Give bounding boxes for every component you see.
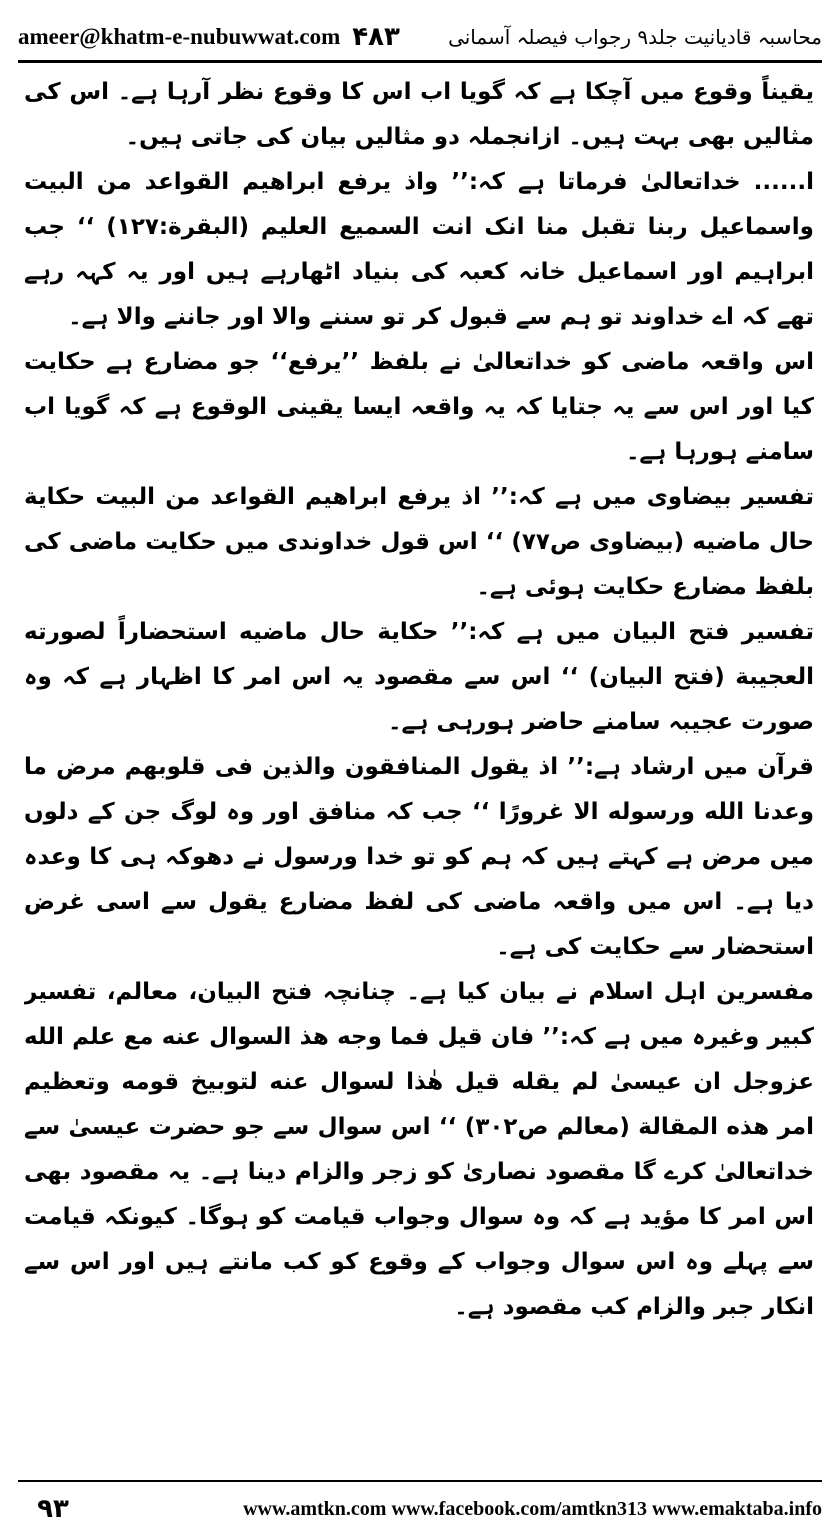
footer-page-number: ۹۳: [37, 1494, 69, 1524]
page-header: [18, 14, 822, 60]
paragraph: قرآن میں ارشاد ہے:’’ اذ یقول المنافقون والذین فی قلوبهم مرض ما وعدنا الله ورسوله الا غرورًا ‘‘ جب کہ منافق اور وہ لوگ جن کے دلوں میں مرض ہے کہتے ہیں کہ ہم کو تو خدا ورسول نے دھوکہ ہی کا وعدہ دیا ہے۔ اس میں واقعہ ماضی کی لفظ مضارع یقول سے اسی غرض استحضار سے حکایت کی ہے۔: [24, 754, 814, 960]
header-page-number: ۴۸۳: [352, 22, 400, 52]
paragraph: تفسیر فتح البیان میں ہے کہ:’’ حکایة حال ماضیه استحضاراً لصورته العجیبة (فتح البیان) ‘‘ اس سے مقصود یہ اس امر کا اظہار ہے کہ وہ صورت عجیبہ سامنے حاضر ہورہی ہے۔: [24, 619, 814, 735]
page-body: [24, 70, 814, 1455]
footer-divider: [18, 1480, 822, 1482]
header-left: [18, 22, 400, 52]
footer-links: www.amtkn.com www.facebook.com/amtkn313 www.emaktaba.info: [243, 1497, 822, 1520]
paragraph: اس واقعہ ماضی کو خداتعالیٰ نے بلفظ ’’یرفع‘‘ جو مضارع ہے حکایت کیا اور اس سے یہ جتایا کہ یہ واقعہ ایسا یقینی الوقوع ہے کہ گویا اب سامنے ہورہا ہے۔: [24, 349, 814, 465]
paragraph: ا...... خداتعالیٰ فرماتا ہے کہ:’’ واذ یرفع ابراھیم القواعد من البیت واسماعیل ربنا تقبل منا انک انت السمیع العلیم (البقرة:۱۲۷) ‘‘ جب ابراہیم اور اسماعیل خانہ کعبہ کی بنیاد اٹھارہے ہیں اور یہ کہہ رہے تھے کہ اے خداوند تو ہم سے قبول کر تو سننے والا اور جاننے والا ہے۔: [24, 169, 814, 330]
paragraph: یقیناً وقوع میں آچکا ہے کہ گویا اب اس کا وقوع نظر آرہا ہے۔ اس کی مثالیں بھی بہت ہیں۔ ازانجملہ دو مثالیں بیان کی جاتی ہیں۔: [24, 79, 814, 150]
header-divider: [18, 60, 822, 63]
paragraph: تفسیر بیضاوی میں ہے کہ:’’ اذ یرفع ابراھیم القواعد من البیت حکایة حال ماضیه (بیضاوی ص۷۷) ‘‘ اس قول خداوندی میں حکایت ماضی کی بلفظ مضارع حکایت ہوئی ہے۔: [24, 484, 814, 600]
page-footer: [18, 1486, 822, 1532]
header-email: ameer@khatm-e-nubuwwat.com: [18, 24, 341, 49]
paragraph: مفسرین اہل اسلام نے بیان کیا ہے۔ چنانچہ فتح البیان، معالم، تفسیر کبیر وغیرہ میں ہے کہ:’’ فان قیل فما وجه هذ السوال عنه مع علم الله عزوجل ان عیسیٰ لم یقله قیل هٰذا لسوال عنه لتوبیخ قومه وتعظیم امر هذه المقالة (معالم ص۳۰۲) ‘‘ اس سوال سے جو حضرت عیسیٰ سے خداتعالیٰ کرے گا مقصود نصاریٰ کو زجر والزام دینا ہے۔ یہ مقصود بھی اس امر کا مؤید ہے کہ وہ سوال وجواب قیامت کو ہوگا۔ کیونکہ قیامت سے پہلے وہ اس سوال وجواب کے وقوع کو کب مانتے ہیں اور اس سے انکار جبر والزام کب مقصود ہے۔: [24, 979, 814, 1320]
header-book-title: محاسبہ قادیانیت جلد۹ رجواب فیصلہ آسمانی: [448, 25, 822, 49]
